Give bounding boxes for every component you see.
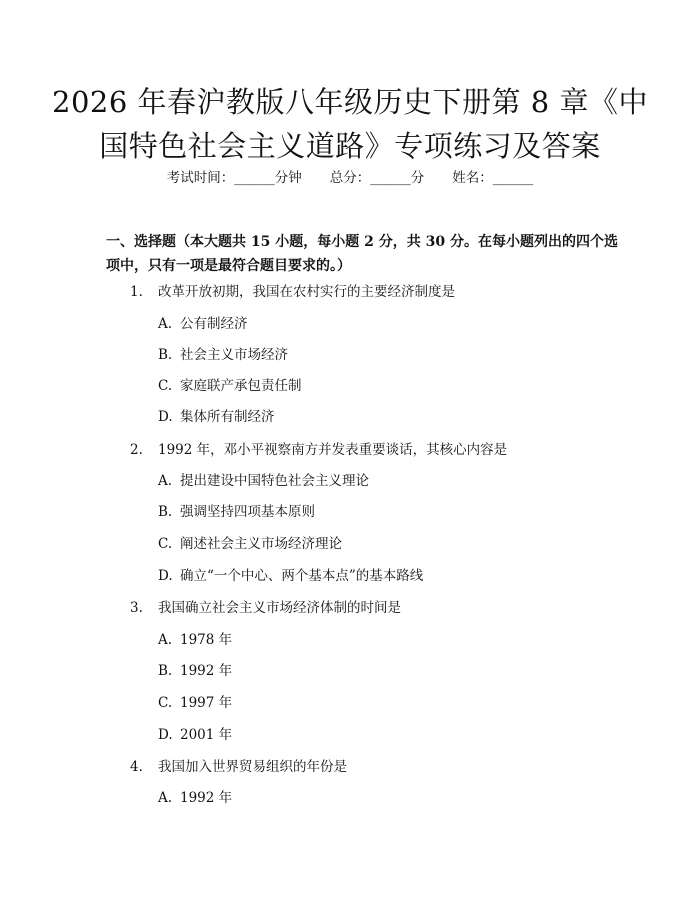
exam-time: 考试时间：______分钟 [166, 170, 302, 186]
exam-name-field: 姓名：______ [452, 170, 534, 186]
option-text: 1997 年 [180, 695, 233, 711]
option-text: 家庭联产承包责任制 [180, 378, 302, 394]
option-letter: A. [158, 473, 173, 489]
question-4 [130, 757, 347, 777]
question-3-option-a [158, 630, 232, 650]
question-1-option-b [158, 345, 288, 365]
option-letter: D. [158, 409, 173, 425]
option-text: 阐述社会主义市场经济理论 [180, 536, 342, 552]
option-letter: B. [158, 347, 173, 363]
option-text: 提出建设中国特色社会主义理论 [180, 473, 369, 489]
question-3-option-d [158, 725, 232, 745]
question-2-option-b [158, 502, 315, 522]
question-text: 改革开放初期，我国在农村实行的主要经济制度是 [158, 284, 455, 300]
question-text: 1992 年，邓小平视察南方并发表重要谈话，其核心内容是 [158, 442, 508, 458]
question-1-option-a [158, 314, 248, 334]
option-text: 社会主义市场经济 [180, 347, 288, 363]
question-text: 我国确立社会主义市场经济体制的时间是 [158, 600, 401, 616]
option-text: 2001 年 [180, 727, 233, 743]
option-letter: B. [158, 504, 173, 520]
option-text: 集体所有制经济 [180, 409, 275, 425]
option-text: 1992 年 [180, 663, 233, 679]
title-line-1: 2026 年春沪教版八年级历史下册第 8 章《中 [52, 85, 648, 119]
option-letter: C. [158, 378, 173, 394]
question-2-option-a [158, 471, 369, 491]
option-text: 强调坚持四项基本原则 [180, 504, 315, 520]
question-3-option-b [158, 661, 232, 681]
option-letter: A. [158, 632, 173, 648]
option-letter: A. [158, 316, 173, 332]
option-text: 确立“一个中心、两个基本点”的基本路线 [180, 568, 424, 584]
document-title [40, 80, 660, 168]
question-3-option-c [158, 693, 232, 713]
exam-info [0, 168, 700, 188]
question-2-option-c [158, 534, 342, 554]
question-number: 3. [130, 600, 143, 616]
question-number: 4. [130, 759, 143, 775]
question-number: 2. [130, 442, 143, 458]
option-letter: C. [158, 695, 173, 711]
section-heading [106, 230, 651, 278]
question-1-option-d [158, 407, 275, 427]
section-heading-line-1: 一、选择题（本大题共 15 小题，每小题 2 分，共 30 分。在每小题列出的四个选 [106, 234, 618, 250]
exam-total-score: 总分：______分 [329, 170, 425, 186]
option-letter: D. [158, 727, 173, 743]
title-line-2: 国特色社会主义道路》专项练习及答案 [99, 129, 601, 163]
option-letter: D. [158, 568, 173, 584]
question-4-option-a [158, 788, 232, 808]
question-text: 我国加入世界贸易组织的年份是 [158, 759, 347, 775]
option-letter: A. [158, 790, 173, 806]
option-letter: B. [158, 663, 173, 679]
question-2 [130, 440, 507, 460]
option-letter: C. [158, 536, 173, 552]
option-text: 1992 年 [180, 790, 233, 806]
question-1 [130, 282, 455, 302]
section-heading-line-2: 项中，只有一项是最符合题目要求的。） [106, 258, 351, 274]
question-number: 1. [130, 284, 143, 300]
question-1-option-c [158, 376, 302, 396]
question-3 [130, 598, 401, 618]
option-text: 1978 年 [180, 632, 233, 648]
option-text: 公有制经济 [180, 316, 248, 332]
question-2-option-d [158, 566, 423, 586]
